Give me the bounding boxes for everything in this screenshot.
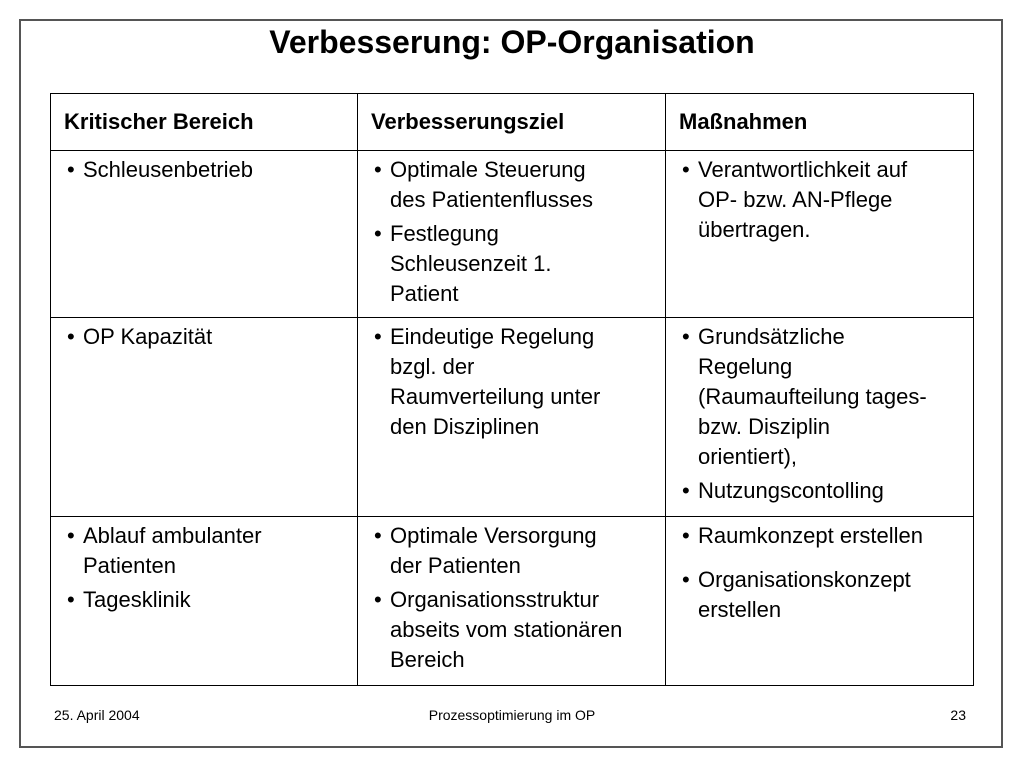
cell-bereich: [51, 151, 358, 318]
header-massnahmen: Maßnahmen: [666, 94, 974, 151]
list-item: • Eindeutige Regelung bzgl. der Raumverteilung unter den Disziplinen: [366, 322, 657, 442]
table-row: [51, 318, 974, 517]
list-item: • Raumkonzept erstellen: [674, 521, 965, 551]
list-item: • Optimale Versorgung der Patienten: [366, 521, 657, 581]
cell-ziel: [358, 151, 666, 318]
slide-title: Verbesserung: OP-Organisation: [269, 24, 755, 60]
table-header-row: [51, 94, 974, 151]
footer-date: 25. April 2004: [54, 707, 140, 723]
cell-massnahmen: [666, 517, 974, 686]
cell-bereich: [51, 318, 358, 517]
list-item: • Festlegung Schleusenzeit 1. Patient: [366, 219, 657, 309]
list-item: • OP Kapazität: [59, 322, 349, 352]
list-item: • Organisationskonzept erstellen: [674, 565, 965, 625]
footer-page-number: 23: [950, 707, 966, 723]
cell-ziel: [358, 318, 666, 517]
cell-massnahmen: [666, 318, 974, 517]
table-row: [51, 151, 974, 318]
cell-bereich: [51, 517, 358, 686]
list-item: • Schleusenbetrieb: [59, 155, 349, 185]
list-item: • Grundsätzliche Regelung (Raumaufteilung tages- bzw. Disziplin orientiert),: [674, 322, 965, 472]
list-item: • Nutzungscontolling: [674, 476, 965, 506]
list-item: • Organisationsstruktur abseits vom stationären Bereich: [366, 585, 657, 675]
footer-title: Prozessoptimierung im OP: [428, 707, 596, 723]
cell-ziel: [358, 517, 666, 686]
list-item: • Tagesklinik: [59, 585, 349, 615]
list-item: • Verantwortlichkeit auf OP- bzw. AN-Pflege übertragen.: [674, 155, 965, 245]
header-verbesserungsziel: Verbesserungsziel: [358, 94, 666, 151]
list-item: • Ablauf ambulanter Patienten: [59, 521, 349, 581]
improvement-table: [50, 93, 974, 686]
table-row: [51, 517, 974, 686]
cell-massnahmen: [666, 151, 974, 318]
list-item: • Optimale Steuerung des Patientenflusses: [366, 155, 657, 215]
header-kritischer-bereich: Kritischer Bereich: [51, 94, 358, 151]
